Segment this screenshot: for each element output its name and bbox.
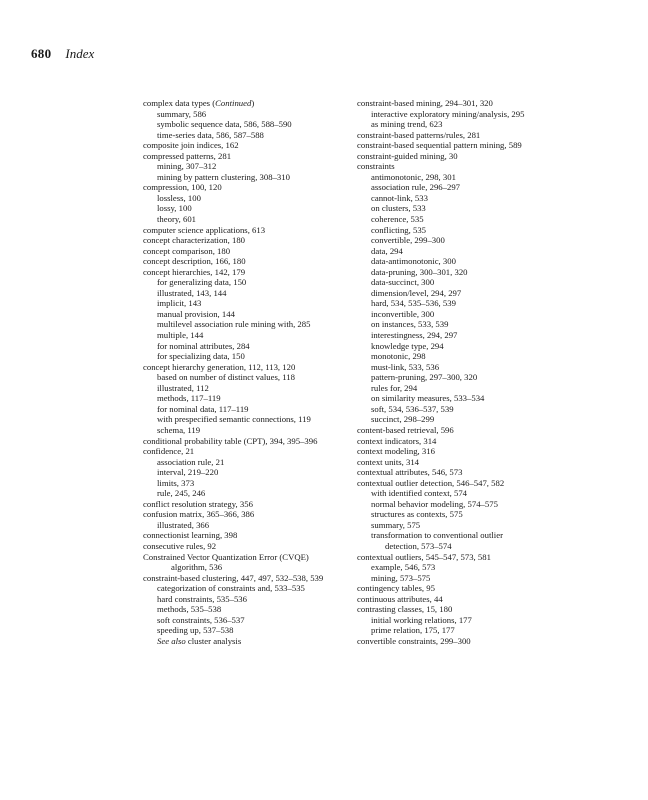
index-subentry: hard constraints, 535–536 <box>157 593 247 604</box>
index-entry: conditional probability table (CPT), 394, 395–396 <box>143 435 318 446</box>
index-entry: contextual outlier detection, 546–547, 582 <box>357 477 505 488</box>
index-subentry: for nominal data, 117–119 <box>157 403 249 414</box>
index-entry: constraint-based sequential pattern mining, 589 <box>357 140 522 151</box>
index-entry: context units, 314 <box>357 456 420 467</box>
index-subentry: antimonotonic, 298, 301 <box>371 171 456 182</box>
index-entry: constraint-based mining, 294–301, 320 <box>357 98 493 108</box>
index-subentry: limits, 373 <box>157 477 195 488</box>
index-subentry: example, 546, 573 <box>371 562 436 573</box>
index-subentry: data-antimonotonic, 300 <box>371 256 456 267</box>
index-subentry: conflicting, 535 <box>371 224 427 235</box>
entry-text: complex data types ( <box>143 98 216 108</box>
italic-text: Continued <box>215 98 252 108</box>
index-subentry: hard, 534, 535–536, 539 <box>371 298 456 309</box>
index-subentry: mining, 307–312 <box>157 161 217 172</box>
index-subentry: algorithm, 536 <box>171 562 223 573</box>
index-entry: confidence, 21 <box>143 446 195 457</box>
index-subentry: knowledge type, 294 <box>371 340 444 351</box>
index-subentry: summary, 586 <box>157 108 207 119</box>
index-entry: contextual outliers, 545–547, 573, 581 <box>357 551 491 562</box>
index-entry: compressed patterns, 281 <box>143 150 232 161</box>
index-subentry: interestingness, 294, 297 <box>371 330 458 341</box>
index-entry: content-based retrieval, 596 <box>357 424 454 435</box>
entry-text: ) <box>251 98 255 108</box>
italic-text: See also <box>157 635 186 646</box>
index-subentry: on instances, 533, 539 <box>371 319 449 330</box>
index-subentry: mining, 573–575 <box>371 572 431 583</box>
index-subentry: for specializing data, 150 <box>157 351 245 362</box>
index-entry: convertible constraints, 299–300 <box>357 635 471 646</box>
index-entry: concept description, 166, 180 <box>143 256 246 267</box>
page-number: 680 <box>31 46 52 61</box>
index-subentry: convertible, 299–300 <box>371 235 445 246</box>
index-subentry: dimension/level, 294, 297 <box>371 287 462 298</box>
index-subentry: data, 294 <box>371 245 403 256</box>
index-subentry: on clusters, 533 <box>371 203 426 214</box>
index-subentry: for generalizing data, 150 <box>157 277 247 288</box>
index-entry: context indicators, 314 <box>357 435 437 446</box>
index-subentry: transformation to conventional outlier <box>371 530 503 541</box>
index-subentry: as mining trend, 623 <box>371 119 443 130</box>
index-entry: concept characterization, 180 <box>143 235 246 246</box>
index-subentry: illustrated, 143, 144 <box>157 287 227 298</box>
index-entry: constraint-based clustering, 447, 497, 532–538, 539 <box>143 572 324 583</box>
index-entry: computer science applications, 613 <box>143 224 266 235</box>
index-column-left <box>143 98 348 646</box>
index-subentry: data-pruning, 300–301, 320 <box>371 266 468 277</box>
index-entry: consecutive rules, 92 <box>143 540 217 551</box>
index-entry: compression, 100, 120 <box>143 182 222 193</box>
index-subentry: on similarity measures, 533–534 <box>371 393 485 404</box>
index-entry: conflict resolution strategy, 356 <box>143 498 253 509</box>
index-subentry: monotonic, 298 <box>371 351 426 362</box>
index-subentry: for nominal attributes, 284 <box>157 340 250 351</box>
index-subentry: detection, 573–574 <box>385 540 452 551</box>
index-subentry: categorization of constraints and, 533–535 <box>157 583 305 594</box>
index-subentry: summary, 575 <box>371 519 421 530</box>
index-entry: constraint-guided mining, 30 <box>357 150 458 161</box>
index-subentry: based on number of distinct values, 118 <box>157 372 295 383</box>
index-subentry: multiple, 144 <box>157 330 204 341</box>
index-subentry: prime relation, 175, 177 <box>371 625 455 636</box>
index-subentry: pattern-pruning, 297–300, 320 <box>371 372 478 383</box>
index-subentry: with prespecified semantic connections, 119 <box>157 414 311 425</box>
index-subentry <box>143 636 348 647</box>
index-subentry: association rule, 296–297 <box>371 182 461 193</box>
index-subentry: with identified context, 574 <box>371 488 468 499</box>
index-subentry: association rule, 21 <box>157 456 225 467</box>
index-subentry: lossy, 100 <box>157 203 192 214</box>
index-subentry: inconvertible, 300 <box>371 308 435 319</box>
index-subentry: data-succinct, 300 <box>371 277 435 288</box>
running-head: Index <box>65 46 95 61</box>
index-subentry: schema, 119 <box>157 424 201 435</box>
index-subentry: methods, 535–538 <box>157 604 222 615</box>
index-subentry: theory, 601 <box>157 214 197 225</box>
index-entry: constraints <box>357 161 395 172</box>
index-entry: composite join indices, 162 <box>143 140 239 151</box>
index-subentry: soft, 534, 536–537, 539 <box>371 403 454 414</box>
index-entry: contingency tables, 95 <box>357 583 435 594</box>
page-header <box>31 46 94 62</box>
index-subentry: succinct, 298–299 <box>371 414 435 425</box>
index-entry: continuous attributes, 44 <box>357 593 443 604</box>
index-entry: Constrained Vector Quantization Error (CVQE) <box>143 551 309 562</box>
index-subentry: coherence, 535 <box>371 214 424 225</box>
index-entry: contextual attributes, 546, 573 <box>357 467 463 478</box>
index-subentry: time-series data, 586, 587–588 <box>157 129 264 140</box>
index-subentry: normal behavior modeling, 574–575 <box>371 498 498 509</box>
index-subentry: implicit, 143 <box>157 298 202 309</box>
entry-text: cluster analysis <box>185 635 242 646</box>
index-column-right <box>357 98 577 646</box>
index-entry: concept hierarchies, 142, 179 <box>143 266 246 277</box>
index-entry <box>143 98 348 109</box>
index-subentry: structures as contexts, 575 <box>371 509 463 520</box>
index-subentry: multilevel association rule mining with, 285 <box>157 319 311 330</box>
index-subentry: cannot-link, 533 <box>371 192 428 203</box>
index-subentry: initial working relations, 177 <box>371 614 472 625</box>
index-subentry: must-link, 533, 536 <box>371 361 440 372</box>
index-subentry: soft constraints, 536–537 <box>157 614 245 625</box>
index-entry: concept hierarchy generation, 112, 113, 120 <box>143 361 296 372</box>
index-entry: contrasting classes, 15, 180 <box>357 604 453 615</box>
index-subentry: interactive exploratory mining/analysis, 295 <box>371 108 525 119</box>
index-subentry: speeding up, 537–538 <box>157 625 234 636</box>
index-subentry: interval, 219–220 <box>157 467 219 478</box>
index-entry: confusion matrix, 365–366, 386 <box>143 509 255 520</box>
index-subentry: rule, 245, 246 <box>157 488 206 499</box>
index-subentry: methods, 117–119 <box>157 393 221 404</box>
index-entry: context modeling, 316 <box>357 446 435 457</box>
index-subentry: rules for, 294 <box>371 382 418 393</box>
index-subentry: lossless, 100 <box>157 192 201 203</box>
index-subentry: symbolic sequence data, 586, 588–590 <box>157 119 292 130</box>
index-subentry: manual provision, 144 <box>157 308 235 319</box>
index-entry: connectionist learning, 398 <box>143 530 238 541</box>
index-entry: concept comparison, 180 <box>143 245 231 256</box>
index-subentry: mining by pattern clustering, 308–310 <box>157 171 290 182</box>
index-entry: constraint-based patterns/rules, 281 <box>357 129 481 140</box>
index-subentry: illustrated, 366 <box>157 519 210 530</box>
index-subentry: illustrated, 112 <box>157 382 209 393</box>
